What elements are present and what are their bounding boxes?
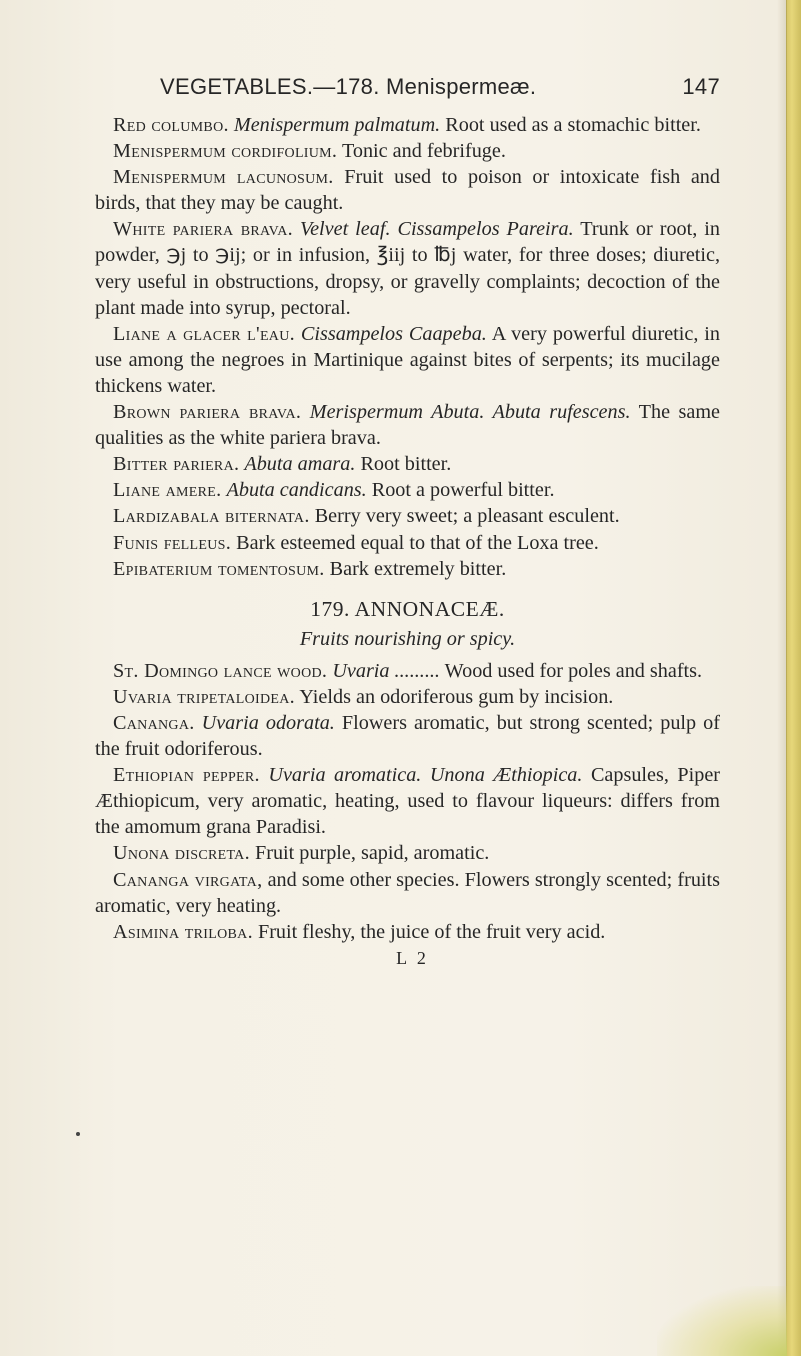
entry-liane-a-glacer xyxy=(95,321,720,399)
section-heading: 179. ANNONACEÆ. xyxy=(310,596,505,621)
entry-liane-amere xyxy=(95,477,720,503)
entry-text: Berry very sweet; a pleasant esculent. xyxy=(314,505,620,528)
entry-ethiopian-pepper xyxy=(95,762,720,840)
entry-funis-felleus xyxy=(95,530,720,556)
entry-bitter-pariera xyxy=(95,451,720,477)
entry-text: A very powerful diuretic, in use among the negroes in Martinique against bites of serpents; its mucilage thickens water. xyxy=(95,322,721,397)
entry-name: St. Domingo lance wood. xyxy=(113,659,328,682)
page-corner-glint xyxy=(657,1286,787,1356)
entry-name: Epibaterium tomentosum. xyxy=(113,557,325,580)
section-subheading: Fruits nourishing or spicy. xyxy=(299,627,516,650)
signature-mark: L 2 xyxy=(396,947,429,968)
entry-text: Flowers aromatic, but strong scented; pulp of the fruit odoriferous. xyxy=(95,711,720,761)
entry-name: Red columbo. xyxy=(113,114,229,136)
entry-epibaterium-tomentosum xyxy=(95,556,720,582)
entry-name: Menispermum lacunosum. xyxy=(113,166,334,189)
entry-brown-pariera-brava xyxy=(95,399,720,451)
running-head-title: VEGETABLES.—178. Menispermeæ. xyxy=(160,74,537,99)
entry-text: Trunk or root, in powder, ℈j to ℈ij; or in infusion, ℥iij to ℔j water, for three doses; diuretic, very useful in obstructions, dropsy, or gravelly complaints; decoction of the plant made into syrup, pectoral. xyxy=(95,218,720,319)
entry-name: Unona discreta. xyxy=(113,842,250,865)
entry-menispermum-lacunosum xyxy=(95,164,720,216)
entry-text: Root used as a stomachic bitter. xyxy=(445,114,701,136)
entry-name: White pariera brava. xyxy=(113,218,293,241)
entry-name: Asimina triloba. xyxy=(113,920,253,943)
entry-text: Yields an odoriferous gum by incision. xyxy=(299,685,614,708)
entry-name: Liane amere. xyxy=(113,479,222,502)
entry-latin: Merispermum Abuta. Abuta rufescens. xyxy=(309,401,631,424)
entry-text: Fruit used to poison or intoxicate fish and birds, that they may be caught. xyxy=(95,166,720,215)
entry-name: Lardizabala biternata. xyxy=(113,505,310,528)
running-head xyxy=(160,74,720,104)
entry-text: Root a powerful bitter. xyxy=(371,479,555,502)
entry-latin: Abuta amara. xyxy=(244,453,356,476)
entry-red-columbo xyxy=(95,112,720,138)
entry-text: Fruit fleshy, the juice of the fruit very acid. xyxy=(257,920,606,943)
entry-latin: Uvaria ......... xyxy=(332,659,440,682)
entry-cananga xyxy=(95,710,720,762)
entry-text: Tonic and febrifuge. xyxy=(341,140,506,163)
entry-cananga-virgata xyxy=(95,867,720,919)
body-text xyxy=(95,112,720,971)
entry-latin: Velvet leaf. Cissampelos Pareira. xyxy=(299,218,574,241)
entry-name: Cananga virgata, xyxy=(113,868,263,891)
entry-lardizabala-biternata xyxy=(95,503,720,529)
entry-text: Bark extremely bitter. xyxy=(329,557,507,580)
entry-name: Bitter pariera. xyxy=(113,453,240,476)
entry-name: Uvaria tripetaloidea. xyxy=(113,685,296,708)
entry-asimina-triloba xyxy=(95,919,720,945)
page-number: 147 xyxy=(682,74,720,99)
entry-text: Wood used for poles and shafts. xyxy=(444,659,703,682)
entry-name: Cananga. xyxy=(113,711,195,734)
entry-latin: Abuta candicans. xyxy=(226,479,367,502)
entry-text: The same qualities as the white pariera brava. xyxy=(95,401,720,450)
entry-unona-discreta xyxy=(95,840,720,866)
entry-uvaria-tripetaloidea xyxy=(95,684,720,710)
entry-text: Fruit purple, sapid, aromatic. xyxy=(255,842,490,865)
page-gilt-edge xyxy=(786,0,801,1356)
entry-text: Root bitter. xyxy=(360,453,452,476)
entry-name: Brown pariera brava. xyxy=(113,401,302,424)
entry-text: Bark esteemed equal to that of the Loxa tree. xyxy=(236,531,599,554)
entry-st-domingo-lance-wood xyxy=(95,658,720,684)
entry-text: and some other species. Flowers strongly scented; fruits aromatic, very heating. xyxy=(95,868,721,917)
entry-white-pariera-brava xyxy=(95,216,720,320)
entry-latin: Uvaria aromatica. Unona Æthiopica. xyxy=(268,764,583,787)
entry-text: Capsules, Piper Æthiopicum, very aromatic, heating, used to flavour liqueurs: differs from the amomum grana Paradisi. xyxy=(95,764,720,839)
entry-latin: Uvaria odorata. xyxy=(201,711,335,734)
entry-name: Menispermum cordifolium. xyxy=(113,140,338,163)
entry-name: Funis felleus. xyxy=(113,531,232,554)
entry-name: Liane a glacer l'eau. xyxy=(113,322,295,345)
entry-latin: Menispermum palmatum. xyxy=(233,114,441,136)
entry-latin: Cissampelos Caapeba. xyxy=(300,322,487,345)
entry-name: Ethiopian pepper. xyxy=(113,764,260,787)
entry-menispermum-cordifolium xyxy=(95,138,720,164)
ink-speck xyxy=(76,1132,80,1136)
